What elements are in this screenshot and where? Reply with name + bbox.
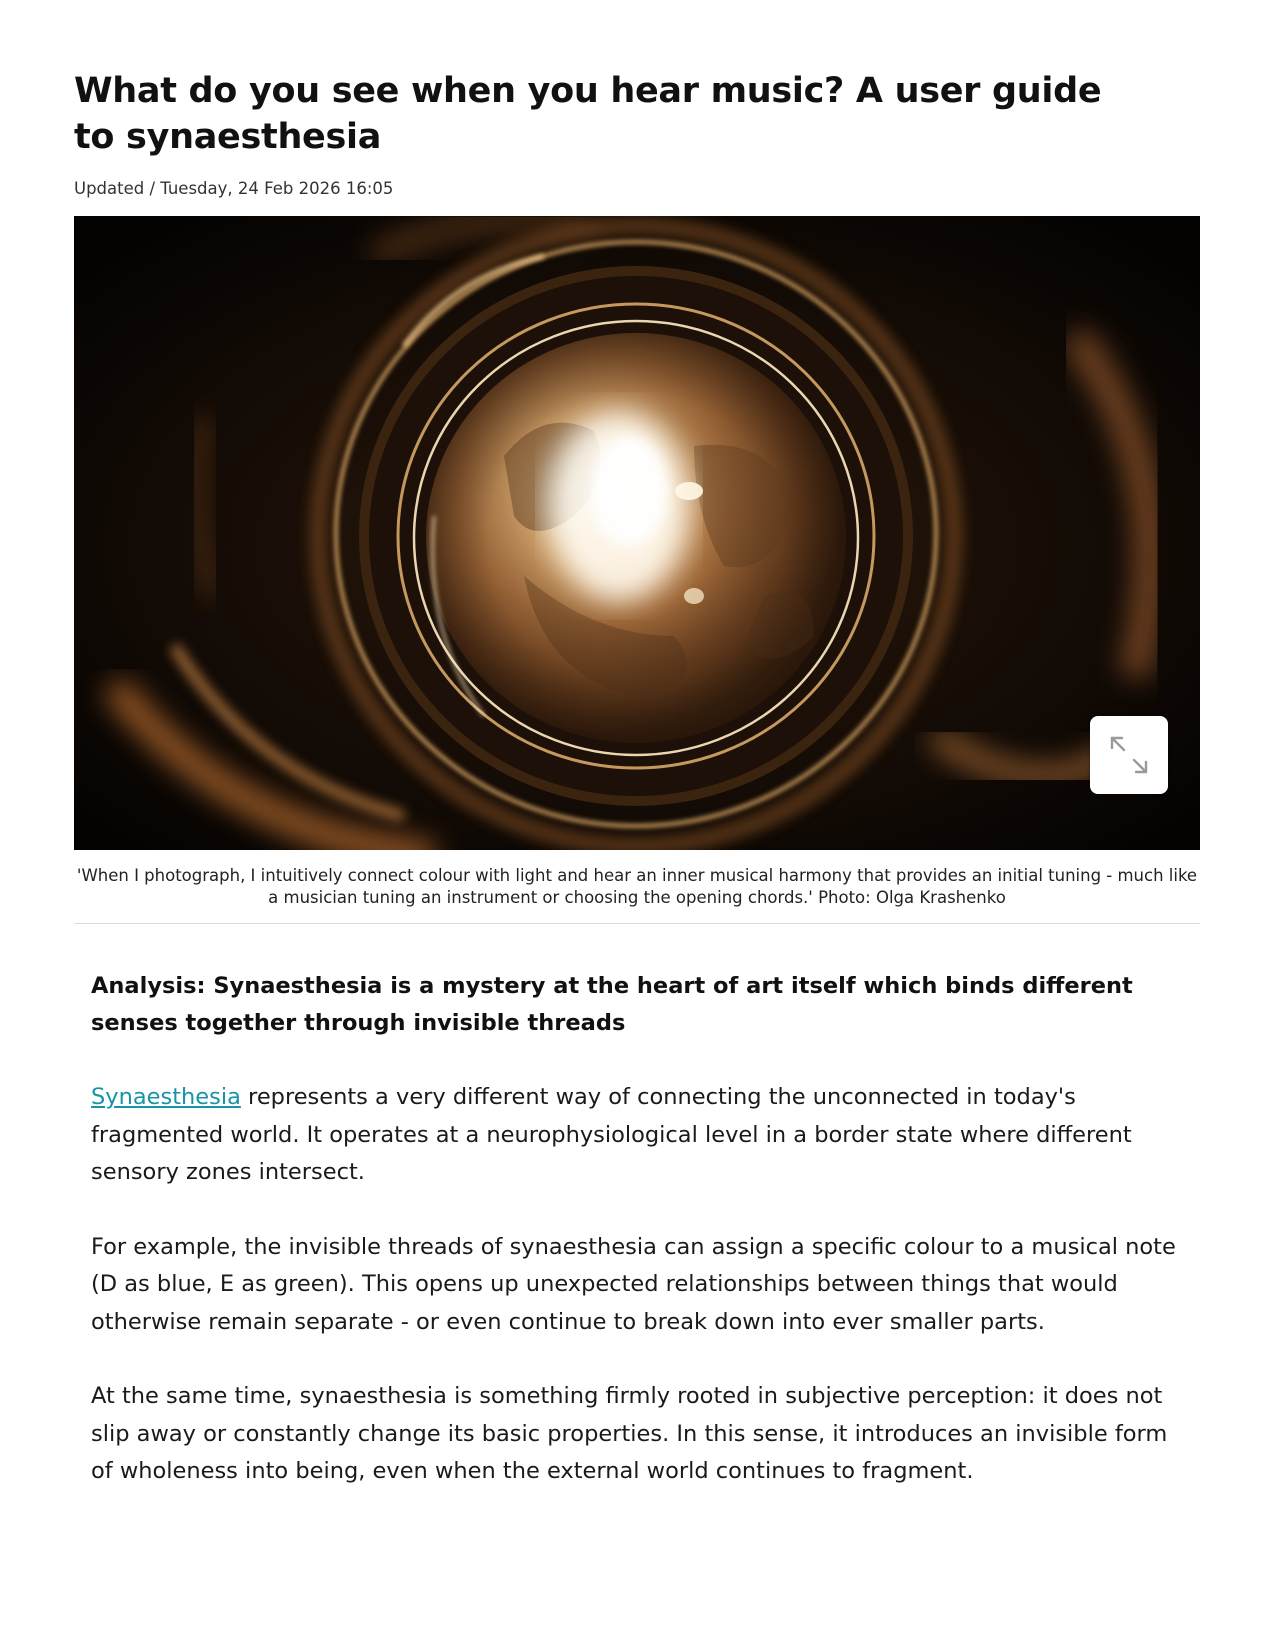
updated-timestamp: Updated / Tuesday, 24 Feb 2026 16:05	[74, 179, 394, 198]
article-body	[91, 968, 1191, 1528]
hero-image	[74, 216, 1200, 850]
synaesthesia-link[interactable]: Synaesthesia	[91, 1084, 241, 1110]
expand-icon	[1106, 732, 1152, 778]
paragraph-3: At the same time, synaesthesia is something firmly rooted in subjective perception: it does not slip away or constantly change its basic properties. In this sense, it introduces an invisible form of wholeness into being, even when the external world continues to fragment.	[91, 1383, 1168, 1484]
hero-photo-illustration	[74, 216, 1200, 850]
paragraph-2: For example, the invisible threads of synaesthesia can assign a specific colour to a musical note (D as blue, E as green). This opens up unexpected relationships between things that would otherwise remain separate - or even continue to break down into ever smaller parts.	[91, 1233, 1176, 1335]
image-caption: 'When I photograph, I intuitively connect colour with light and hear an inner musical harmony that provides an initial tuning - much like a musician tuning an instrument or choosing the opening chords.' Photo: Olga Krashenko	[74, 865, 1200, 924]
paragraph-1-text: represents a very different way of connecting the unconnected in today's fragmented world. It operates at a neurophysiological level in a border state where different sensory zones intersect.	[91, 1084, 1132, 1185]
expand-image-button[interactable]	[1090, 716, 1168, 794]
article-title: What do you see when you hear music? A user guide to synaesthesia	[74, 71, 1102, 157]
paragraph-1	[91, 1079, 1191, 1192]
article-standfirst: Analysis: Synaesthesia is a mystery at the heart of art itself which binds different senses together through invisible threads	[91, 973, 1133, 1036]
